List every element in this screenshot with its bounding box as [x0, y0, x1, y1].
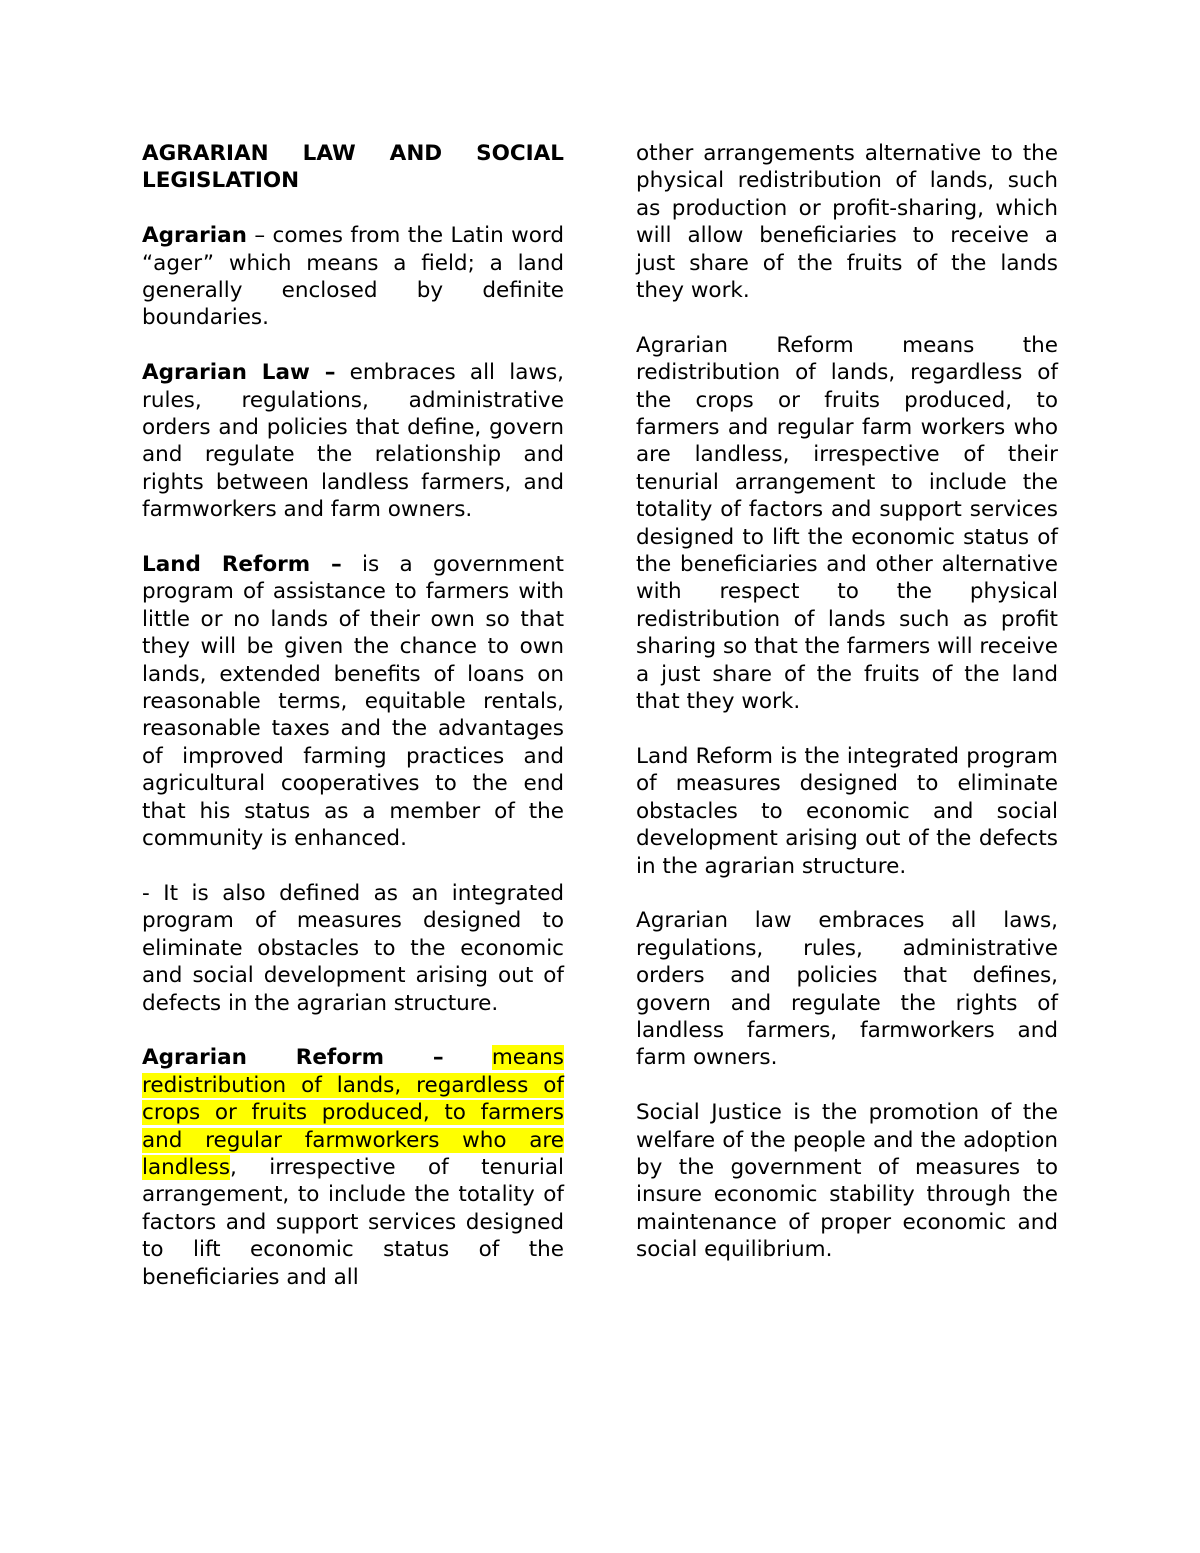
paragraph-land-reform: Land Reform is the integrated program of measures designed to eliminate obstacles to economic and social development arising out of the defects in the agrarian structure.	[636, 743, 1058, 879]
definition-text: embraces all laws, rules, regulations, administrative orders and policies that define, govern and regulate the relationship and rights between landless farmers, and farmworkers and farm owners.	[142, 360, 564, 523]
definition-text: – comes from the Latin word “ager” which means a field; a land generally enclosed by definite boundaries.	[142, 223, 564, 331]
definition-text: - It is also defined as an integrated program of measures designed to eliminate obstacles to the economic and social development arising out of defects in the agrarian structure.	[142, 880, 564, 1016]
term-label: Agrarian Law –	[142, 360, 336, 386]
left-column	[142, 140, 564, 1291]
definition-text: , irrespective of tenurial arrangement, to include the totality of factors and support services designed to lift economic status of the beneficiaries and all	[142, 1154, 564, 1290]
definition-agrarian-law	[142, 359, 564, 523]
definition-text: is a government program of assistance to farmers with little or no lands of their own so that they will be given the chance to own lands, extended benefits of loans on reasonable terms, equitable rentals, reasonable taxes and the advantages of improved farming practices and agricultural cooperatives to the end that his status as a member of the community is enhanced.	[142, 552, 564, 852]
definition-land-reform-alt	[142, 880, 564, 1017]
definition-land-reform	[142, 551, 564, 852]
right-column	[636, 140, 1058, 1264]
highlighted-text: means redistribution of lands, regardless of crops or fruits produced, to farmers and regular farmworkers who are landless	[142, 1045, 564, 1180]
term-label: Agrarian	[142, 223, 247, 249]
document-title: AGRARIAN LAW AND SOCIAL LEGISLATION	[142, 141, 564, 194]
paragraph-social-justice: Social Justice is the promotion of the welfare of the people and the adoption by the government of measures to insure economic stability through the maintenance of proper economic and social equilibrium.	[636, 1100, 1058, 1263]
paragraph-agrarian-law: Agrarian law embraces all laws, regulations, rules, administrative orders and policies that defines, govern and regulate the rights of landless farmers, farmworkers and farm owners.	[636, 908, 1058, 1071]
term-label: Agrarian Reform –	[142, 1045, 444, 1071]
paragraph-agrarian-reform: Agrarian Reform means the redistribution of lands, regardless of the crops or fruits produced, to farmers and regular farm workers who are landless, irrespective of their tenurial arrangement to include the totality of factors and support services designed to lift the economic status of the beneficiaries and other alternative with respect to the physical redistribution of lands such as profit sharing so that the farmers will receive a just share of the fruits of the land that they work.	[636, 332, 1058, 715]
definition-agrarian	[142, 222, 564, 332]
definition-agrarian-reform	[142, 1044, 564, 1291]
paragraph-continuation: other arrangements alternative to the physical redistribution of lands, such as production or profit-sharing, which will allow beneficiaries to receive a just share of the fruits of the lands they work.	[636, 141, 1058, 304]
term-label: Land Reform –	[142, 552, 342, 578]
